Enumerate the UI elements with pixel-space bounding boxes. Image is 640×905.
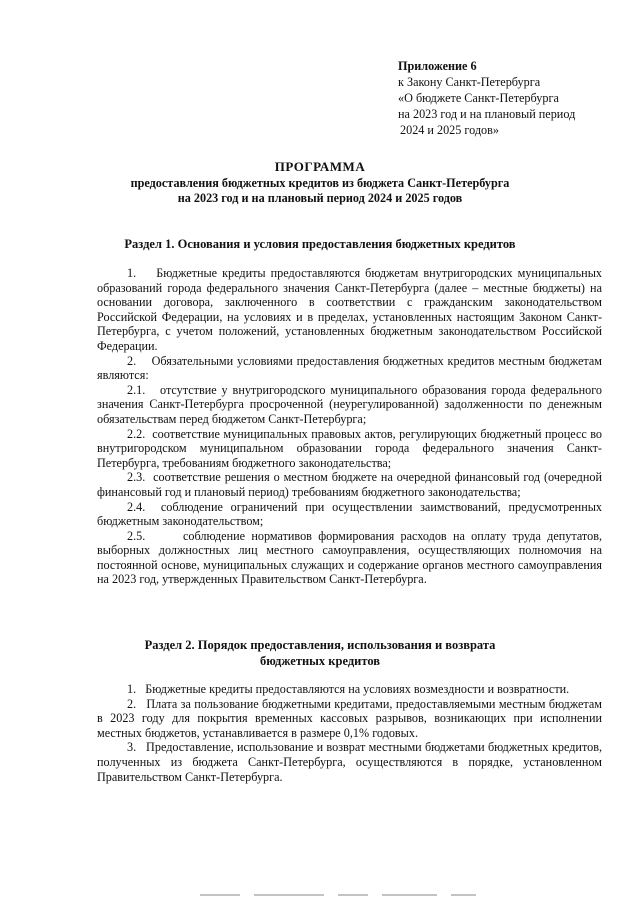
program-subtitle: предоставления бюджетных кредитов из бюджета Санкт-Петербурга [130,176,510,190]
section2-paragraph: 3. Предоставление, использование и возврат местными бюджетами бюджетных кредитов, полученных из бюджета Санкт-Петербурга, осуществляются в порядке, установленном Правительством Санкт-Петербурга. [97,740,602,784]
appendix-line: на 2023 год и на плановый период [398,107,576,121]
section2-heading-line: бюджетных кредитов [259,654,381,668]
section1-paragraph: 2.4. соблюдение ограничений при осуществлении заимствований, предусмотренных бюджетным законодательством; [97,499,602,529]
program-title-block [60,159,580,206]
appendix-title: Приложение 6 [398,59,477,73]
section2-paragraph: 2. Плата за пользование бюджетными кредитами, предоставляемыми местным бюджетам в 2023 году для покрытия временных кассовых разрывов, возникающих при исполнении местных бюджетов, устанавливается в размере 0,1% годовых. [97,696,602,740]
section1-heading: Раздел 1. Основания и условия предоставления бюджетных кредитов [124,237,516,251]
section2-paragraph: 1. Бюджетные кредиты предоставляются на условиях возмездности и возвратности. [127,682,570,696]
section1-paragraph: 2. Обязательными условиями предоставления бюджетных кредитов местным бюджетам являются: [97,353,602,383]
section2-body [97,682,602,784]
program-title: ПРОГРАММА [274,159,366,174]
appendix-line: к Закону Санкт-Петербурга [398,75,541,89]
section1-body [97,266,602,587]
section1-paragraph: 1. Бюджетные кредиты предоставляются бюджетам внутригородских муниципальных образований города федерального значения Санкт-Петербурга (далее – местные бюджеты) на основании договора, заключенного в соответствии с гражданским законодательством Российской Федерации, на условиях и в пределах, установленных настоящим Законом Санкт-Петербурга, с учетом положений, установленных бюджетным законодательством Российской Федерации. [97,266,602,353]
section1-paragraph: 2.3. соответствие решения о местном бюджете на очередной финансовый год (очередной финансовый год и плановый период) требованиям бюджетного законодательства; [97,470,602,499]
section1-paragraph: 2.2. соответствие муниципальных правовых актов, регулирующих бюджетный процесс во внутригородском муниципальном образовании города федерального значения Санкт-Петербурга, требованиям бюджетного законодательства; [97,426,602,470]
program-subtitle: на 2023 год и на плановый период 2024 и 2025 годов [177,191,463,205]
appendix-line: «О бюджете Санкт-Петербурга [398,91,559,105]
section2-heading-line: Раздел 2. Порядок предоставления, использования и возврата [144,638,496,652]
section1-paragraph: 2.1. отсутствие у внутригородского муниципального образования города федерального значения Санкт-Петербурга просроченной (неурегулированной) задолженности по денежным обязательствам перед бюджетом Санкт-Петербурга; [97,382,602,426]
section2-heading [60,637,580,669]
page-footer-marks [200,894,560,900]
appendix-header [398,58,628,138]
section1-paragraph: 2.5. соблюдение нормативов формирования расходов на оплату труда депутатов, выборных должностных лиц местного самоуправления, осуществляющих полномочия на постоянной основе, муниципальных служащих и содержание органов местного самоуправления на 2023 год, утвержденных Правительством Санкт-Петербурга. [97,528,602,587]
appendix-line: 2024 и 2025 годов» [400,123,499,137]
